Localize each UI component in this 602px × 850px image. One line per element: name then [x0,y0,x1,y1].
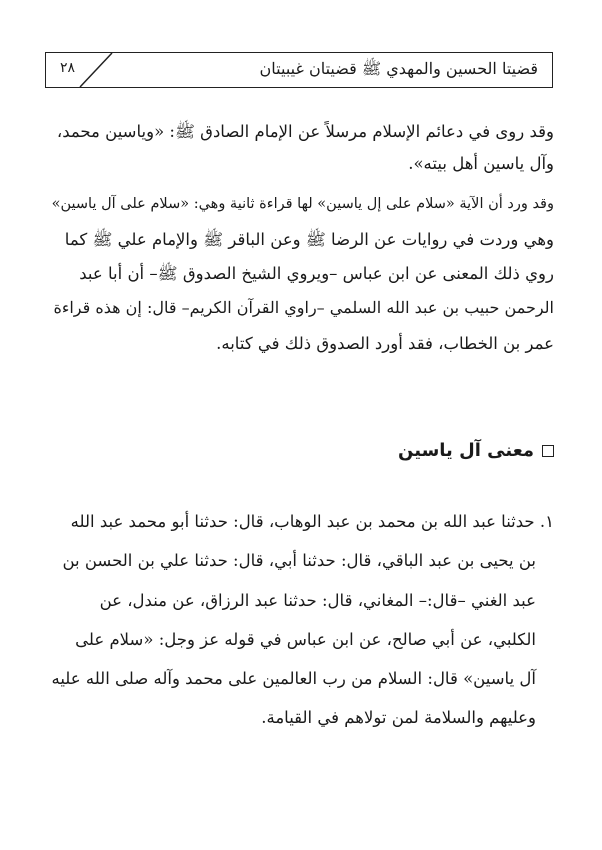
paragraph1-line-2: وآل ياسين أهل بيته». [408,154,554,173]
paragraph1-line-1: وقد روى في دعائم الإسلام مرسلاً عن الإمام الصادق ﷺ: «وياسين محمد، [56,122,554,141]
page-number: ٢٨ [60,60,76,76]
section-title-text: معنى آل ياسين [398,440,534,461]
paragraph2-line-2: وهي وردت في روايات عن الرضا ﷺ وعن الباقر ﷺ والإمام علي ﷺ كما [64,230,554,249]
header-divider-line [46,52,126,88]
hadith-line-6: وعليهم والسلامة لمن تولاهم في القيامة. [261,708,536,727]
paragraph2-line-4: الرحمن حبيب بن عبد الله السلمي –راوي القرآن الكريم– قال: إن هذه قراءة [53,298,554,317]
header-title: قضيتا الحسين والمهدي ﷺ قضيتان غيبيتان [259,59,538,78]
paragraph2-line-5: عمر بن الخطاب، فقد أورد الصدوق ذلك في كتابه. [216,334,554,353]
hadith-line-4: الكلبي، عن أبي صالح، عن ابن عباس في قوله عز وجل: «سلام على [75,630,536,649]
hadith-line-2: بن يحيى بن عبد الباقي، قال: حدثنا أبي، قال: حدثنا علي بن الحسن بن [62,551,536,570]
section-heading [398,440,554,461]
square-icon [542,445,554,457]
paragraph2-line-3: روي ذلك المعنى عن ابن عباس –ويروي الشيخ الصدوق ﷺ– أن أبا عبد [79,264,554,283]
hadith-line-5: آل ياسين» قال: السلام من رب العالمين على محمد وآله صلى الله عليه [51,669,536,688]
hadith-line-3: عبد الغني –قال:– المغاني، قال: حدثنا عبد الرزاق، عن مندل، عن [99,591,536,610]
paragraph2-line-1: وقد ورد أن الآية «سلام على إل ياسين» لها قراءة ثانية وهي: «سلام على آل ياسين» [51,196,554,212]
hadith-line-1: ١. حدثنا عبد الله بن محمد بن عبد الوهاب، قال: حدثنا أبو محمد عبد الله [70,512,554,531]
